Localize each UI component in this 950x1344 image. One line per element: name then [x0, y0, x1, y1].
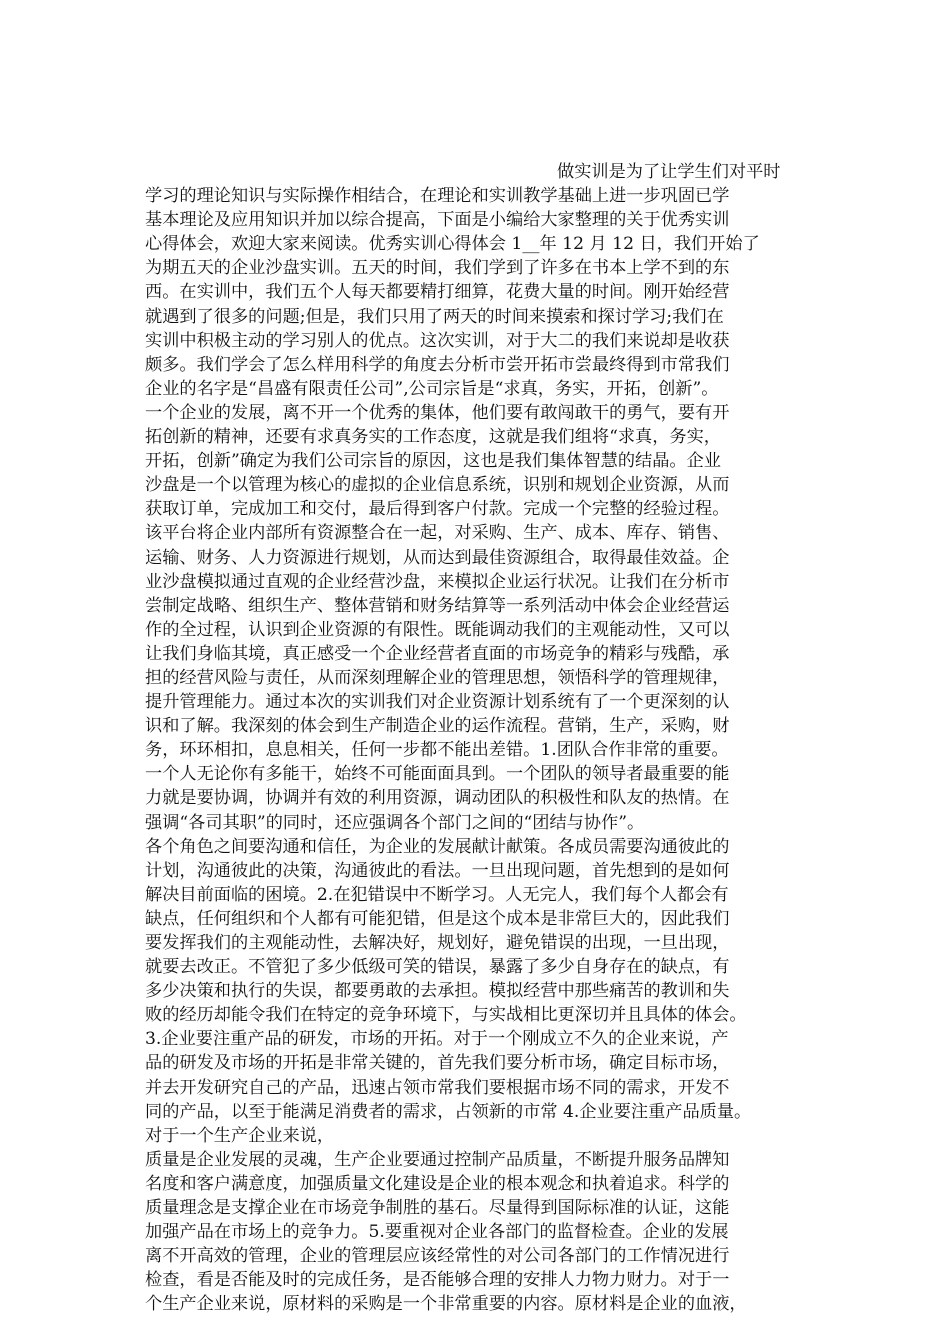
text-line: 3.企业要注重产品的研发，市场的开拓。对于一个刚成立不久的企业来说，产 — [145, 1029, 729, 1050]
text-line: 务，环环相扣，息息相关，任何一步都不能出差错。1.团队合作非常的重要。 — [145, 740, 729, 761]
text-line: 业沙盘模拟通过直观的企业经营沙盘，来模拟企业运行状况。让我们在分析市 — [145, 571, 730, 592]
text-line: 获取订单，完成加工和交付，最后得到客户付款。完成一个完整的经验过程。 — [145, 499, 730, 520]
text-line: 多少决策和执行的失误，都要勇敢的去承担。模拟经营中那些痛苦的教训和失 — [145, 981, 730, 1002]
text-line: 沙盘是一个以管理为核心的虚拟的企业信息系统，识别和规划企业资源，从而 — [145, 475, 730, 496]
text-line: 对于一个生产企业来说， — [145, 1125, 335, 1146]
text-line: 离不开高效的管理，企业的管理层应该经常性的对公司各部门的工作情况进行 — [145, 1246, 730, 1267]
text-line: 提升管理能力。通过本次的实训我们对企业资源计划系统有了一个更深刻的认 — [145, 692, 730, 713]
text-line: 作的全过程，认识到企业资源的有限性。既能调动我们的主观能动性，又可以 — [145, 619, 730, 640]
text-line: 担的经营风险与责任，从而深刻理解企业的管理思想，领悟科学的管理规律， — [145, 667, 730, 688]
text-line: 力就是要协调，协调并有效的利用资源，调动团队的积极性和队友的热情。在 — [145, 788, 730, 809]
body-text — [145, 160, 815, 1317]
text-line: 要发挥我们的主观能动性，去解决好，规划好，避免错误的出现，一旦出现， — [145, 933, 730, 953]
text-line: 为期五天的企业沙盘实训。五天的时间，我们学到了许多在书本上学不到的东 — [145, 258, 730, 279]
text-line: 该平台将企业内部所有资源整合在一起，对采购、生产、成本、库存、销售、 — [145, 523, 730, 544]
text-line: 拓创新的精神，还要有求真务实的工作态度，这就是我们组将“求真，务实， — [145, 427, 721, 448]
text-line: 品的研发及市场的开拓是非常关键的，首先我们要分析市场，确定目标市场， — [145, 1053, 730, 1074]
text-line: 尝制定战略、组织生产、整体营销和财务结算等一系列活动中体会企业经营运 — [145, 595, 730, 616]
text-line: 实训中积极主动的学习别人的优点。这次实训，对于大二的我们来说却是收获 — [145, 330, 730, 351]
text-line: 同的产品，以至于能满足消费者的需求，占领新的市常 4.企业要注重产品质量。 — [145, 1101, 752, 1122]
text-line: 就遇到了很多的问题;但是，我们只用了两天的时间来摸索和探讨学习;我们在 — [145, 306, 724, 327]
text-line: 西。在实训中，我们五个人每天都要精打细算，花费大量的时间。刚开始经营 — [145, 282, 730, 303]
text-line: 个生产企业来说，原材料的采购是一个非常重要的内容。原材料是企业的血液， — [145, 1294, 747, 1315]
text-line: 强调“各司其职”的同时，还应强调各个部门之间的“团结与协作”。 — [145, 812, 645, 833]
text-line: 计划，沟通彼此的决策，沟通彼此的看法。一旦出现问题，首先想到的是如何 — [145, 860, 730, 881]
text-line: 识和了解。我深刻的体会到生产制造企业的运作流程。营销，生产，采购，财 — [145, 716, 730, 737]
text-line: 并去开发研究自己的产品，迅速占领市常我们要根据市场不同的需求，开发不 — [145, 1077, 730, 1098]
text-line: 质量是企业发展的灵魂，生产企业要通过控制产品质量，不断提升服务品牌知 — [145, 1149, 730, 1170]
text-line: 基本理论及应用知识并加以综合提高，下面是小编给大家整理的关于优秀实训 — [145, 210, 730, 231]
text-line: 败的经历却能令我们在特定的竞争环境下，与实战相比更深切并且具体的体会。 — [145, 1005, 747, 1026]
text-line: 名度和客户满意度，加强质量文化建设是企业的根本观念和执着追求。科学的 — [145, 1173, 730, 1194]
text-line: 运输、财务、人力资源进行规划，从而达到最佳资源组合，取得最佳效益。企 — [145, 547, 730, 568]
text-line: 检查，看是否能及时的完成任务，是否能够合理的安排人力物力财力。对于一 — [145, 1270, 730, 1291]
text-line: 解决目前面临的困境。2.在犯错误中不断学习。人无完人，我们每个人都会有 — [145, 884, 729, 905]
text-line: 学习的理论知识与实际操作相结合，在理论和实训教学基础上进一步巩固已学 — [145, 186, 730, 207]
text-line: 各个角色之间要沟通和信任，为企业的发展献计献策。各成员需要沟通彼此的 — [145, 836, 730, 857]
text-line: 一个企业的发展，离不开一个优秀的集体，他们要有敢闯敢干的勇气，要有开 — [145, 402, 730, 423]
text-line: 缺点，任何组织和个人都有可能犯错，但是这个成本是非常巨大的，因此我们 — [145, 908, 730, 929]
text-line: 质量理念是支撑企业在市场竞争制胜的基石。尽量得到国际标准的认证，这能 — [145, 1198, 730, 1219]
text-line: 一个人无论你有多能干，始终不可能面面具到。一个团队的领导者最重要的能 — [145, 764, 730, 785]
text-line: 企业的名字是“昌盛有限责任公司”,公司宗旨是“求真，务实，开拓，创新”。 — [145, 378, 719, 399]
text-line: 做实训是为了让学生们对平时 — [557, 162, 781, 182]
text-line: 就要去改正。不管犯了多少低级可笑的错误，暴露了多少自身存在的缺点，有 — [145, 957, 730, 978]
text-line: 开拓，创新”确定为我们公司宗旨的原因，这也是我们集体智慧的结晶。企业 — [145, 451, 721, 472]
text-line: 加强产品在市场上的竞争力。5.要重视对企业各部门的监督检查。企业的发展 — [145, 1222, 729, 1243]
text-line: 颇多。我们学会了怎么样用科学的角度去分析市尝开拓市尝最终得到市常我们 — [145, 354, 730, 375]
text-line: 心得体会，欢迎大家来阅读。优秀实训心得体会 1__年 12 月 12 日，我们开始了 — [145, 234, 760, 255]
text-line: 让我们身临其境，真正感受一个企业经营者直面的市场竞争的精彩与残酷，承 — [145, 643, 730, 664]
